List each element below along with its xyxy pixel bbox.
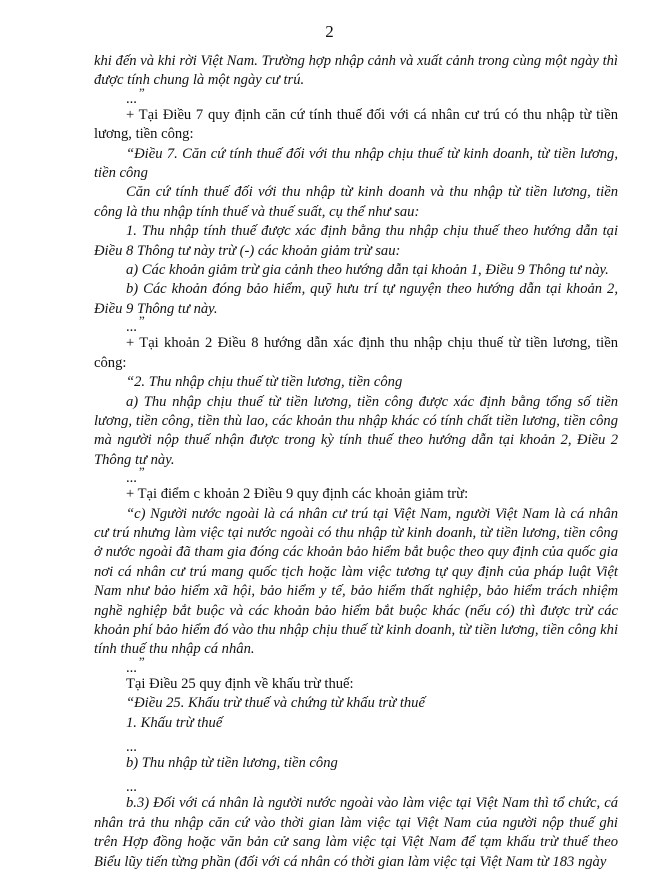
paragraph: + Tại điểm c khoản 2 Điều 9 quy định các khoản giảm trừ: — [126, 486, 469, 503]
closing-quote: ” — [138, 313, 145, 329]
paragraph: + Tại khoản 2 Điều 8 hướng dẫn xác định thu nhập chịu thuế từ tiền lương, tiền công: — [94, 335, 618, 371]
page-number: 2 — [325, 22, 334, 41]
ellipsis-text: ... — [126, 470, 137, 487]
ellipsis-marker — [94, 313, 618, 336]
closing-quote: ” — [138, 653, 145, 669]
quoted-paragraph: 1. Khấu trừ thuế — [126, 714, 223, 731]
quoted-paragraph: “2. Thu nhập chịu thuế từ tiền lương, tiền công — [126, 374, 403, 391]
quoted-paragraph: “Điều 7. Căn cứ tính thuế đối với thu nhập chịu thuế từ kinh doanh, từ tiền lương, tiền công — [94, 145, 618, 182]
ellipsis-marker — [94, 779, 618, 794]
ellipsis-marker — [94, 653, 618, 676]
paragraph: Tại Điều 25 quy định về khấu trừ thuế: — [126, 675, 354, 692]
quoted-paragraph: a) Thu nhập chịu thuế từ tiền lương, tiền công được xác định bằng tổng số tiền lương, tiền công, tiền thù lao, các khoản thu nhập khác có tính chất tiền lương, tiền công mà người nộp thuế nhận được trong kỳ tính thuế theo hướng dẫn tại khoản 2, Điều 2 Thông tư này. — [94, 393, 618, 468]
quoted-paragraph: a) Các khoản giảm trừ gia cảnh theo hướng dẫn tại khoản 1, Điều 9 Thông tư này. — [126, 262, 609, 279]
ellipsis-marker — [94, 739, 618, 754]
ellipsis-text: ... — [126, 659, 137, 676]
document-body — [94, 52, 618, 872]
quoted-paragraph: 1. Thu nhập tính thuế được xác định bằng thu nhập chịu thuế theo hướng dẫn tại Điều 8 Thông tư này trừ (-) các khoản giảm trừ sau: — [94, 223, 618, 259]
paragraph: + Tại Điều 7 quy định căn cứ tính thuế đối với cá nhân cư trú có thu nhập từ tiền lương, tiền công: — [94, 106, 618, 143]
quoted-paragraph: Căn cứ tính thuế đối với thu nhập từ kinh doanh và thu nhập từ tiền lương, tiền công là thu nhập tính thuế và thuế suất, cụ thể như sau: — [94, 184, 618, 220]
ellipsis-marker — [94, 464, 618, 487]
quoted-paragraph: b) Các khoản đóng bảo hiểm, quỹ hưu trí tự nguyện theo hướng dẫn tại khoản 2, Điều 9 Thông tư này. — [94, 281, 618, 317]
quoted-paragraph: “Điều 25. Khấu trừ thuế và chứng từ khấu trừ thuế — [126, 695, 425, 712]
quoted-paragraph: khi đến và khi rời Việt Nam. Trường hợp nhập cảnh và xuất cảnh trong cùng một ngày thì được tính chung là một ngày cư trú. — [94, 53, 618, 89]
ellipsis-text: ... — [126, 779, 137, 796]
quoted-paragraph: b) Thu nhập từ tiền lương, tiền công — [126, 755, 338, 771]
closing-quote: ” — [138, 464, 145, 480]
closing-quote: ” — [138, 84, 145, 100]
ellipsis-text: ... — [126, 739, 137, 755]
ellipsis-text: ... — [126, 319, 137, 336]
ellipsis-text: ... — [126, 90, 137, 107]
ellipsis-marker — [94, 84, 618, 107]
quoted-paragraph: “c) Người nước ngoài là cá nhân cư trú tại Việt Nam, người Việt Nam là cá nhân cư trú nhưng làm việc tại nước ngoài có thu nhập từ kinh doanh, từ tiền lương, tiền công ở nước ngoài đã tham gia đóng các khoản bảo hiểm bắt buộc theo quy định của quốc gia nơi cá nhân cư trú mang quốc tịch hoặc làm việc tương tự quy định của pháp luật Việt Nam như bảo hiểm xã hội, bảo hiểm y tế, bảo hiểm thất nghiệp, bảo hiểm trách nhiệm nghề nghiệp bắt buộc và các khoản bảo hiểm bắt buộc khác (nếu có) thì được trừ các khoản phí bảo hiểm đó vào thu nhập chịu thuế từ kinh doanh, từ tiền lương, tiền công khi tính thuế thu nhập cá nhân. — [94, 505, 618, 658]
quoted-paragraph: b.3) Đối với cá nhân là người nước ngoài vào làm việc tại Việt Nam thì tổ chức, cá nhân trả thu nhập căn cứ vào thời gian làm việc tại Việt Nam của người nộp thuế ghi trên Hợp đồng hoặc văn bản cử sang làm việc tại Việt Nam để tạm khấu trừ thuế theo Biểu lũy tiến từng phần (đối với cá nhân có thời gian làm việc tại Việt Nam từ 183 ngày — [94, 795, 618, 870]
